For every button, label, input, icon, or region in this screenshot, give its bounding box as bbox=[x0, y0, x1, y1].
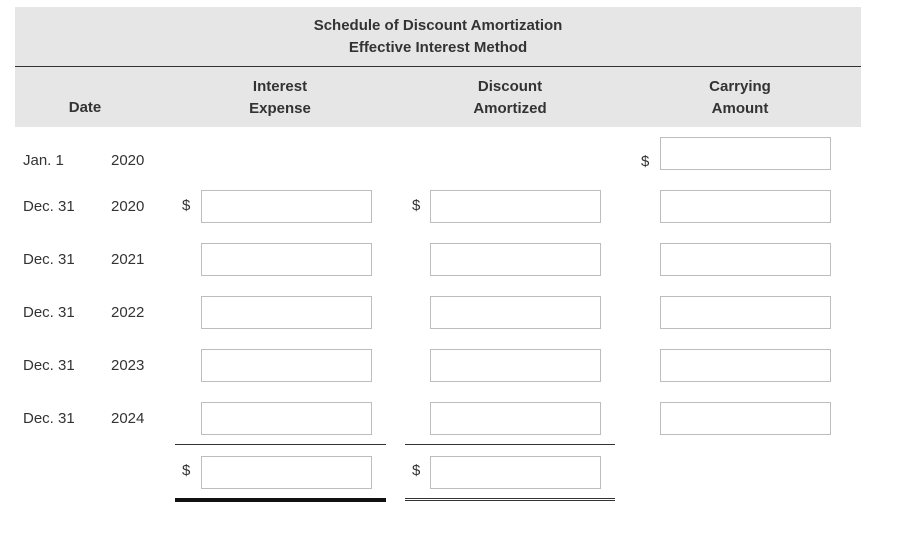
column-header-discount-amortized bbox=[430, 76, 590, 120]
column-header-discount-line2: Amortized bbox=[473, 100, 547, 117]
dollar-sign: $ bbox=[412, 197, 421, 214]
row-date-month-day: Dec. 31 bbox=[23, 357, 75, 374]
discount-subtotal-rule bbox=[405, 444, 615, 445]
carrying-amount-input-row-1[interactable] bbox=[660, 137, 831, 170]
interest-expense-input-row-6[interactable] bbox=[201, 402, 372, 435]
row-date-month-day: Jan. 1 bbox=[23, 152, 64, 169]
carrying-amount-input-row-4[interactable] bbox=[660, 296, 831, 329]
carrying-amount-input-row-2[interactable] bbox=[660, 190, 831, 223]
row-date-year: 2021 bbox=[111, 251, 145, 268]
interest-total-double-rule bbox=[175, 498, 386, 502]
row-date-year: 2020 bbox=[111, 198, 145, 215]
interest-expense-input-row-4[interactable] bbox=[201, 296, 372, 329]
schedule-subtitle: Effective Interest Method bbox=[348, 39, 528, 56]
column-header-date: Date bbox=[68, 99, 102, 116]
schedule-title: Schedule of Discount Amortization bbox=[313, 17, 563, 34]
discount-amortized-input-row-3[interactable] bbox=[430, 243, 601, 276]
row-date-year: 2022 bbox=[111, 304, 145, 321]
row-date-year: 2023 bbox=[111, 357, 145, 374]
column-header-carrying-amount bbox=[660, 76, 820, 120]
interest-expense-total-input[interactable] bbox=[201, 456, 372, 489]
discount-amortized-input-row-4[interactable] bbox=[430, 296, 601, 329]
carrying-amount-input-row-3[interactable] bbox=[660, 243, 831, 276]
dollar-sign: $ bbox=[182, 462, 191, 479]
interest-expense-input-row-2[interactable] bbox=[201, 190, 372, 223]
column-header-interest-line1: Interest bbox=[252, 78, 308, 95]
interest-expense-input-row-3[interactable] bbox=[201, 243, 372, 276]
column-header-interest-line2: Expense bbox=[249, 100, 311, 117]
column-header-interest-expense bbox=[200, 76, 360, 120]
dollar-sign: $ bbox=[182, 197, 191, 214]
row-date-month-day: Dec. 31 bbox=[23, 198, 75, 215]
row-date-year: 2020 bbox=[111, 152, 145, 169]
discount-amortized-input-row-6[interactable] bbox=[430, 402, 601, 435]
interest-subtotal-rule bbox=[175, 444, 386, 445]
discount-amortized-total-input[interactable] bbox=[430, 456, 601, 489]
discount-total-double-rule bbox=[405, 498, 615, 501]
column-header-carrying-line2: Amount bbox=[711, 100, 769, 117]
discount-amortized-input-row-5[interactable] bbox=[430, 349, 601, 382]
dollar-sign: $ bbox=[412, 462, 421, 479]
schedule-title-band bbox=[15, 7, 861, 66]
row-date-month-day: Dec. 31 bbox=[23, 304, 75, 321]
row-date-month-day: Dec. 31 bbox=[23, 251, 75, 268]
carrying-amount-input-row-6[interactable] bbox=[660, 402, 831, 435]
carrying-amount-input-row-5[interactable] bbox=[660, 349, 831, 382]
dollar-sign: $ bbox=[641, 153, 650, 170]
interest-expense-input-row-5[interactable] bbox=[201, 349, 372, 382]
row-date-month-day: Dec. 31 bbox=[23, 410, 75, 427]
column-header-carrying-line1: Carrying bbox=[709, 78, 771, 95]
discount-amortized-input-row-2[interactable] bbox=[430, 190, 601, 223]
row-date-year: 2024 bbox=[111, 410, 145, 427]
column-header-discount-line1: Discount bbox=[477, 78, 543, 95]
